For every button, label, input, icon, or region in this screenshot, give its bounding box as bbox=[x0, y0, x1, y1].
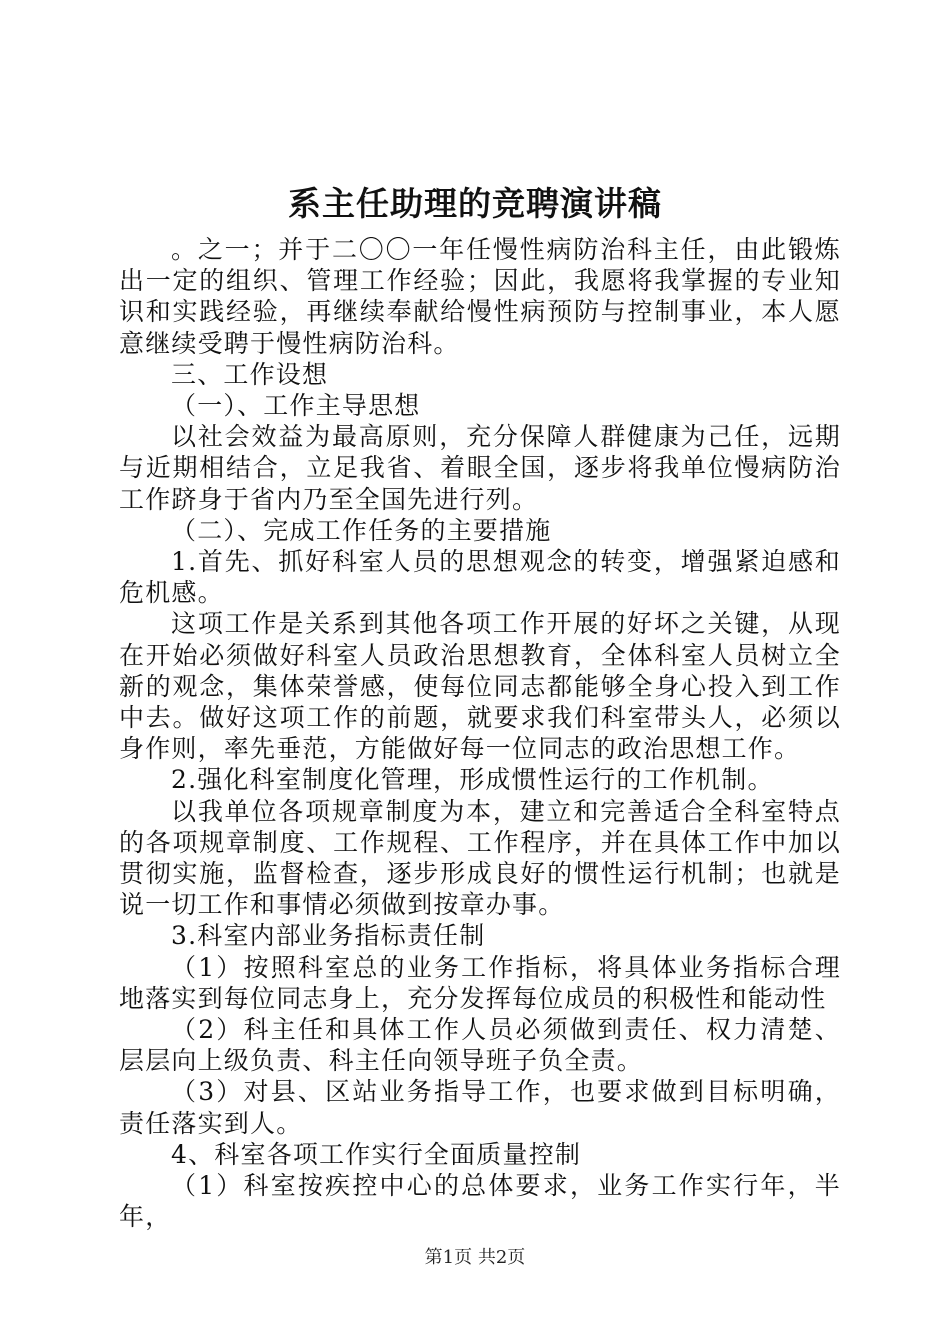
subsection-heading-guiding-thought: （一）、工作主导思想 bbox=[171, 391, 421, 421]
item-4-heading: 4、科室各项工作实行全面质量控制 bbox=[171, 1139, 582, 1169]
item-3-subitem-2: （2）科主任和具体工作人员必须做到责任、权力清楚、层层向上级负责、科主任向领导班子负全责。 bbox=[119, 1015, 841, 1076]
item-2-paragraph: 以我单位各项规章制度为本，建立和完善适合全科室特点的各项规章制度、工作规程、工作程序，并在具体工作中加以贯彻实施，监督检查，逐步形成良好的惯性运行机制；也就是说一切工作和事情必须做到按章办事。 bbox=[119, 796, 841, 920]
item-2-heading: 2.强化科室制度化管理，形成惯性运行的工作机制。 bbox=[171, 765, 774, 795]
item-1-paragraph: 这项工作是关系到其他各项工作开展的好坏之关键，从现在开始必须做好科室人员政治思想教育，全体科室人员树立全新的观念，集体荣誉感，使每位同志都能够全身心投入到工作中去。做好这项工作的前题，就要求我们科室带头人，必须以身作则，率先垂范，方能做好每一位同志的政治思想工作。 bbox=[119, 609, 841, 764]
paragraph-guiding-thought: 以社会效益为最高原则，充分保障人群健康为己任，远期与近期相结合，立足我省、着眼全国，逐步将我单位慢病防治工作跻身于省内乃至全国先进行列。 bbox=[119, 422, 841, 514]
subsection-heading-main-measures: （二）、完成工作任务的主要措施 bbox=[171, 515, 552, 545]
item-4-subitem-1: （1）科室按疾控中心的总体要求，业务工作实行年，半年， bbox=[119, 1171, 841, 1232]
item-1-heading: 1.首先、抓好科室人员的思想观念的转变，增强紧迫感和危机感。 bbox=[119, 547, 841, 608]
item-3-heading: 3.科室内部业务指标责任制 bbox=[171, 921, 486, 951]
item-3-subitem-1: （1）按照科室总的业务工作指标，将具体业务指标合理地落实到每位同志身上，充分发挥每位成员的积极性和能动性 bbox=[119, 952, 841, 1013]
section-heading-work-plan: 三、工作设想 bbox=[171, 359, 329, 389]
document-title: 系主任助理的竞聘演讲稿 bbox=[288, 184, 662, 223]
page-number-footer: 第1页 共2页 bbox=[424, 1247, 526, 1268]
document-body bbox=[119, 234, 841, 1233]
item-3-subitem-3: （3）对县、区站业务指导工作，也要求做到目标明确，责任落实到人。 bbox=[119, 1077, 841, 1138]
paragraph-1: 。之一；并于二〇〇一年任慢性病防治科主任，由此锻炼出一定的组织、管理工作经验；因此，我愿将我掌握的专业知识和实践经验，再继续奉献给慢性病预防与控制事业，本人愿意继续受聘于慢性病防治科。 bbox=[119, 235, 841, 358]
